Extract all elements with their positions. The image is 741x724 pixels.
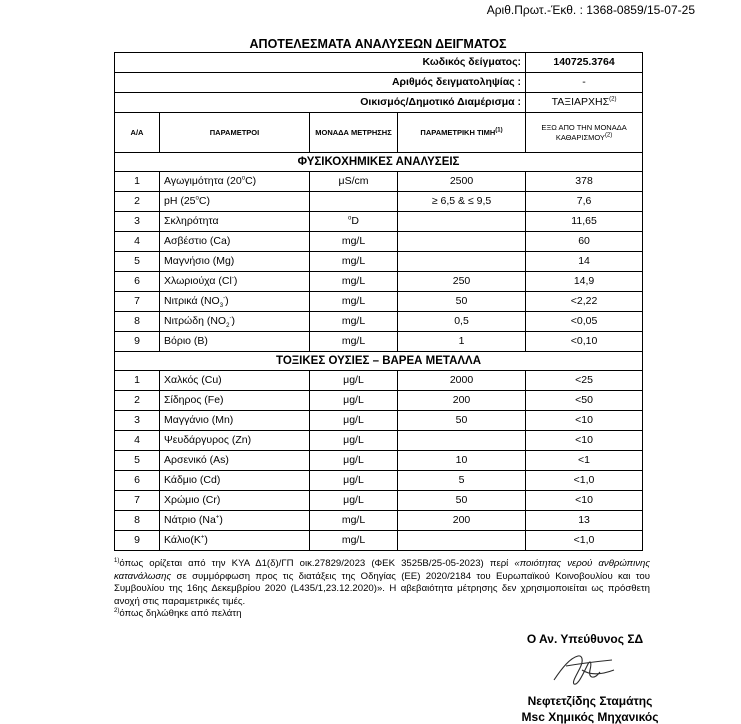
row-number: 4 xyxy=(115,232,160,252)
table-row xyxy=(115,212,643,232)
parameter-name: Βόριο (B) xyxy=(160,332,310,352)
row-number: 8 xyxy=(115,312,160,332)
report-reference-number: Αριθ.Πρωτ.-Έκθ. : 1368-0859/15-07-25 xyxy=(486,3,695,17)
section-header-row xyxy=(115,352,643,371)
table-row xyxy=(115,192,643,212)
parameter-name: Χαλκός (Cu) xyxy=(160,371,310,391)
table-row xyxy=(115,172,643,192)
row-number: 6 xyxy=(115,471,160,491)
table-row xyxy=(115,491,643,511)
result-value: 11,65 xyxy=(526,212,643,232)
row-number: 2 xyxy=(115,192,160,212)
footnote-2: $^{2)}$όπως δηλώθηκε από πελάτη xyxy=(114,608,242,620)
table-row xyxy=(115,411,643,431)
parameter-name: Νιτρώδη $(NO_2^-)$ xyxy=(160,312,310,332)
result-value: 378 xyxy=(526,172,643,192)
table-row xyxy=(115,292,643,312)
parametric-value: 0,5 xyxy=(398,312,526,332)
column-header-parametric-value: ΠΑΡΑΜΕΤΡΙΚΗ ΤΙΜΗ$^{(1)}$ xyxy=(398,113,526,153)
result-value: 13 xyxy=(526,511,643,531)
parameter-name: Αρσενικό (As) xyxy=(160,451,310,471)
parametric-value: 250 xyxy=(398,272,526,292)
sample-info-row xyxy=(115,73,643,93)
unit: mg/L xyxy=(310,511,398,531)
column-header-row xyxy=(115,113,643,153)
section-title: ΤΟΞΙΚΕΣ ΟΥΣΙΕΣ – ΒΑΡΕΑ ΜΕΤΑΛΛΑ xyxy=(115,352,643,371)
row-number: 4 xyxy=(115,431,160,451)
unit: $^o$D xyxy=(310,212,398,232)
unit: mg/L xyxy=(310,531,398,551)
row-number: 5 xyxy=(115,451,160,471)
parametric-value: 2000 xyxy=(398,371,526,391)
column-header-unit: ΜΟΝΑΔΑ ΜΕΤΡΗΣΗΣ xyxy=(310,113,398,153)
sample-info-value: - xyxy=(526,73,643,93)
unit: mg/L xyxy=(310,332,398,352)
table-row xyxy=(115,431,643,451)
parametric-value: ≥ 6,5 & ≤ 9,5 xyxy=(398,192,526,212)
result-value: 14 xyxy=(526,252,643,272)
parameter-name: Ασβέστιο (Ca) xyxy=(160,232,310,252)
table-row xyxy=(115,312,643,332)
sample-info-row xyxy=(115,93,643,113)
parameter-name: Κάλιο(K+) xyxy=(160,531,310,551)
table-row xyxy=(115,471,643,491)
row-number: 3 xyxy=(115,411,160,431)
result-value: <0,10 xyxy=(526,332,643,352)
parameter-name: Ψευδάργυρος (Zn) xyxy=(160,431,310,451)
table-row xyxy=(115,511,643,531)
parameter-name: Αγωγιμότητα (20$^o$C) xyxy=(160,172,310,192)
parametric-value xyxy=(398,232,526,252)
unit: mg/L xyxy=(310,272,398,292)
table-row xyxy=(115,272,643,292)
table-row xyxy=(115,391,643,411)
unit: mg/L xyxy=(310,312,398,332)
parameter-name: Κάδμιο (Cd) xyxy=(160,471,310,491)
sample-info-value: ΤΑΞΙΑΡΧΗΣ$^{(2)}$ xyxy=(526,93,643,113)
parametric-value xyxy=(398,431,526,451)
parameter-name: Νιτρικά $(NO_3^-)$ xyxy=(160,292,310,312)
sample-info-label: Αριθμός δειγματοληψίας : xyxy=(115,73,526,93)
result-value: <25 xyxy=(526,371,643,391)
parametric-value: 200 xyxy=(398,391,526,411)
parametric-value: 1 xyxy=(398,332,526,352)
row-number: 9 xyxy=(115,332,160,352)
signatory-title: Ο Αν. Υπεύθυνος ΣΔ xyxy=(526,632,644,646)
result-value: <1 xyxy=(526,451,643,471)
section-header-row xyxy=(115,153,643,172)
handwritten-signature xyxy=(548,650,620,690)
result-value: <10 xyxy=(526,411,643,431)
unit: μg/L xyxy=(310,371,398,391)
parameter-name: pH (25$^o$C) xyxy=(160,192,310,212)
unit: μS/cm xyxy=(310,172,398,192)
results-table xyxy=(114,52,643,551)
parameter-name: Μαγγάνιο (Mn) xyxy=(160,411,310,431)
row-number: 3 xyxy=(115,212,160,232)
footnotes xyxy=(114,558,650,621)
row-number: 5 xyxy=(115,252,160,272)
row-number: 9 xyxy=(115,531,160,551)
unit: μg/L xyxy=(310,491,398,511)
column-header-parameter: ΠΑΡΑΜΕΤΡΟΙ xyxy=(160,113,310,153)
unit: μg/L xyxy=(310,471,398,491)
report-title: ΑΠΟΤΕΛΕΣΜΑΤΑ ΑΝΑΛΥΣΕΩΝ ΔΕΙΓΜΑΤΟΣ xyxy=(249,37,507,51)
parametric-value: 5 xyxy=(398,471,526,491)
result-value: 14,9 xyxy=(526,272,643,292)
parametric-value: 50 xyxy=(398,491,526,511)
result-value: <1,0 xyxy=(526,531,643,551)
unit: mg/L xyxy=(310,232,398,252)
parameter-name: Νάτριο (Na+) xyxy=(160,511,310,531)
result-value: <0,05 xyxy=(526,312,643,332)
parameter-name: Χρώμιο (Cr) xyxy=(160,491,310,511)
parameter-name: Χλωριούχα (Cl-) xyxy=(160,272,310,292)
result-value: <2,22 xyxy=(526,292,643,312)
table-row xyxy=(115,451,643,471)
unit: μg/L xyxy=(310,431,398,451)
unit: μg/L xyxy=(310,451,398,471)
row-number: 8 xyxy=(115,511,160,531)
result-value: <10 xyxy=(526,431,643,451)
row-number: 1 xyxy=(115,371,160,391)
row-number: 7 xyxy=(115,292,160,312)
unit: mg/L xyxy=(310,252,398,272)
parametric-value: 50 xyxy=(398,411,526,431)
row-number: 2 xyxy=(115,391,160,411)
unit: μg/L xyxy=(310,391,398,411)
parameter-name: Σίδηρος (Fe) xyxy=(160,391,310,411)
signatory-name: Νεφτετζίδης Σταμάτης xyxy=(527,694,653,708)
row-number: 6 xyxy=(115,272,160,292)
column-header-result: ΕΞΩ ΑΠΟ ΤΗΝ ΜΟΝΑΔΑ ΚΑΘΑΡΙΣΜΟΥ$^{(2)}$ xyxy=(526,113,643,153)
table-row xyxy=(115,531,643,551)
parametric-value xyxy=(398,212,526,232)
table-row xyxy=(115,371,643,391)
sample-info-label: Κωδικός δείγματος: xyxy=(115,53,526,73)
section-title: ΦΥΣΙΚΟΧΗΜΙΚΕΣ ΑΝΑΛΥΣΕΙΣ xyxy=(115,153,643,172)
table-row xyxy=(115,232,643,252)
unit: μg/L xyxy=(310,411,398,431)
column-header-aa: Α/Α xyxy=(115,113,160,153)
parameter-name: Μαγνήσιο (Mg) xyxy=(160,252,310,272)
parametric-value xyxy=(398,531,526,551)
parametric-value xyxy=(398,252,526,272)
result-value: 7,6 xyxy=(526,192,643,212)
result-value: 60 xyxy=(526,232,643,252)
parametric-value: 2500 xyxy=(398,172,526,192)
table-row xyxy=(115,252,643,272)
unit: mg/L xyxy=(310,292,398,312)
signatory-role: Msc Χημικός Μηχανικός xyxy=(521,710,659,724)
footnote-1: $^{1)}$όπως ορίζεται από την ΚΥΑ Δ1(δ)/ΓΠ οικ.27829/2023 (ΦΕΚ 3525Β/25-05-2023) περί «ποιότητας νερού ανθρώπινης κατανάλωσης σε συμμόρφωση προς τις διατάξεις της Οδηγίας (ΕΕ) 2020/2184 του Ευρωπαϊκού Κοινοβουλίου και του Συμβουλίου της 16ης Δεκεμβρίου 2020 (L435/1,23.12.2020)». Η αβεβαιότητα μέτρησης δεν χρησιμοποιείται ως πρόσθετη ανοχή στις παραμετρικές τιμές. xyxy=(114,557,650,607)
result-value: <50 xyxy=(526,391,643,411)
result-value: <1,0 xyxy=(526,471,643,491)
sample-info-label: Οικισμός/Δημοτικό Διαμέρισμα : xyxy=(115,93,526,113)
row-number: 7 xyxy=(115,491,160,511)
parametric-value: 200 xyxy=(398,511,526,531)
table-row xyxy=(115,332,643,352)
parameter-name: Σκληρότητα xyxy=(160,212,310,232)
parametric-value: 50 xyxy=(398,292,526,312)
result-value: <10 xyxy=(526,491,643,511)
parametric-value: 10 xyxy=(398,451,526,471)
sample-info-value: 140725.3764 xyxy=(526,53,643,73)
sample-info-row xyxy=(115,53,643,73)
unit xyxy=(310,192,398,212)
row-number: 1 xyxy=(115,172,160,192)
